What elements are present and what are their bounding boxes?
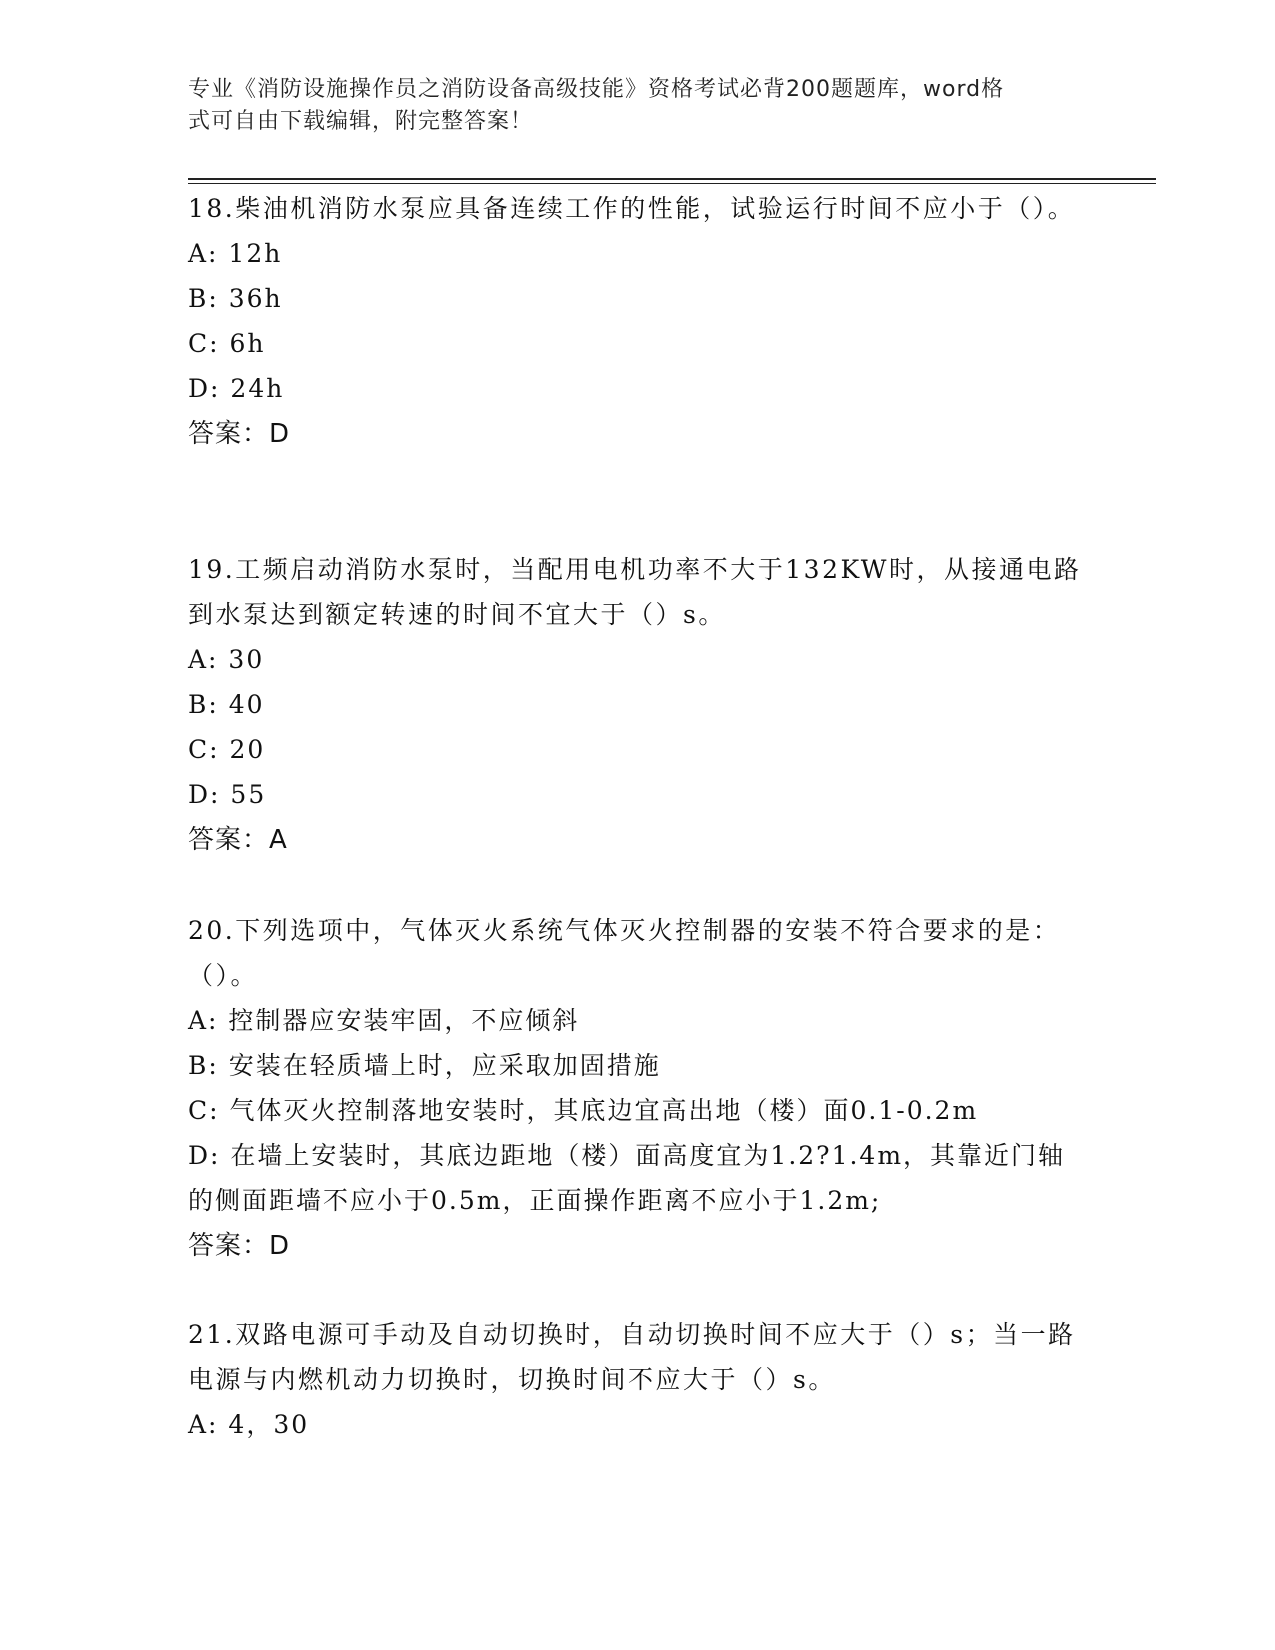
question-stem: 20.下列选项中，气体灭火系统气体灭火控制器的安装不符合要求的是：（）。 [188,916,1061,990]
question-21 [188,1312,1088,1447]
option-a: A: 4，30 [188,1410,310,1439]
option-a: A: 30 [188,645,265,674]
question-stem: 18.柴油机消防水泵应具备连续工作的性能，试验运行时间不应小于（）。 [188,194,1076,223]
option-a: A: 控制器应安装牢固，不应倾斜 [188,1006,580,1035]
question-20 [188,908,1088,1269]
option-b: B: 40 [188,690,265,719]
option-c: C: 20 [188,735,266,764]
option-a: A: 12h [188,239,283,268]
question-stem: 21.双路电源可手动及自动切换时，自动切换时间不应大于（）s；当一路电源与内燃机动力切换时，切换时间不应大于（）s。 [188,1320,1076,1394]
header-title-line-2: 式可自由下载编辑，附完整答案！ [188,109,534,134]
option-d: D: 55 [188,780,267,809]
answer: 答案：A [188,825,288,855]
option-b: B: 36h [188,284,283,313]
question-18 [188,186,1088,457]
question-stem: 19.工频启动消防水泵时，当配用电机功率不大于132KW时，从接通电路到水泵达到额定转速的时间不宜大于（）s。 [188,555,1082,629]
option-b: B: 安装在轻质墙上时，应采取加固措施 [188,1051,661,1080]
option-d: D: 24h [188,374,285,403]
document-header [188,74,1088,138]
answer: 答案：D [188,419,291,449]
header-title-line-1: 专业《消防设施操作员之消防设备高级技能》资格考试必背200题题库，word格 [188,77,1005,102]
header-divider-thin [188,183,1156,184]
option-c: C: 气体灭火控制落地安装时，其底边宜高出地（楼）面0.1-0.2m [188,1096,979,1125]
question-19 [188,547,1088,863]
option-c: C: 6h [188,329,266,358]
option-d: D: 在墙上安装时，其底边距地（楼）面高度宜为1.2?1.4m，其靠近门轴的侧面距墙不应小于0.5m，正面操作距离不应小于1.2m; [188,1141,1066,1215]
header-divider-thick [188,178,1156,180]
answer: 答案：D [188,1231,291,1261]
